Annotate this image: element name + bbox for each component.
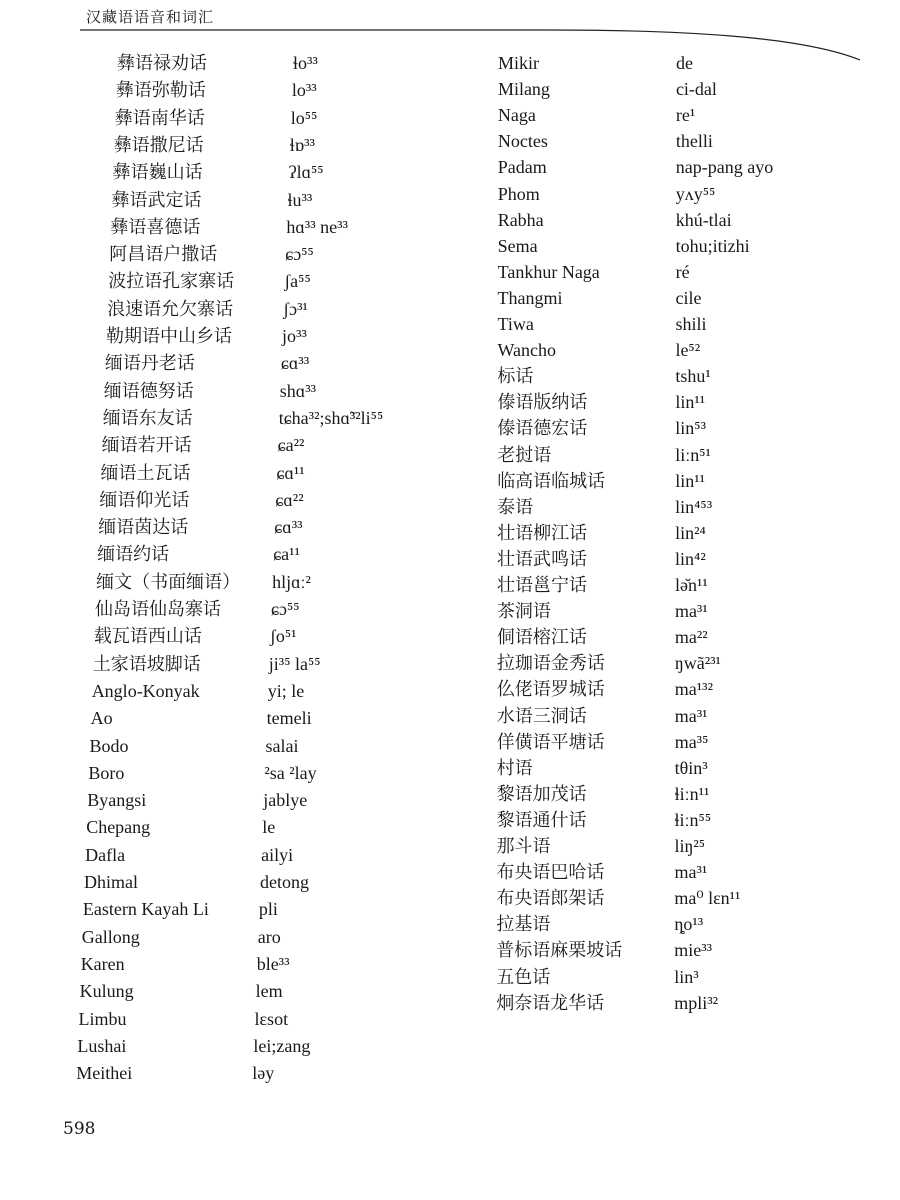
language-name: 彝语巍山话	[112, 162, 203, 183]
language-name: Sema	[497, 235, 538, 256]
word-form: detong	[260, 872, 309, 892]
word-form: tθin³	[674, 757, 708, 778]
word-form: lin³	[674, 966, 699, 987]
language-name: 仫佬语罗城话	[496, 679, 605, 700]
language-name: 普标语麻栗坡话	[496, 940, 623, 961]
word-form: ləy	[252, 1063, 275, 1084]
language-name: Anglo-Konyak	[91, 680, 200, 701]
word-form: ɕa²²	[277, 435, 305, 456]
word-form: salai	[265, 735, 299, 756]
language-name: 布央语郎架话	[496, 888, 605, 909]
word-form: ci-dal	[675, 79, 717, 100]
word-form: ʃo⁵¹	[269, 626, 297, 647]
language-name: 傣语版纳话	[497, 392, 588, 413]
language-name: 波拉语孔家寨话	[108, 271, 235, 292]
word-form: lɛsot	[254, 1008, 289, 1029]
word-form: ma¹³²	[674, 679, 713, 700]
language-name: Meithei	[76, 1063, 133, 1084]
language-name: 五色话	[496, 966, 551, 987]
word-form: lin⁴²	[675, 548, 706, 569]
language-name: 缅语丹老话	[104, 353, 195, 374]
word-form: ɕa¹¹	[273, 544, 300, 565]
word-form: de	[676, 53, 693, 73]
language-name: 村语	[496, 757, 533, 778]
word-form: ɬu³³	[287, 189, 313, 210]
word-form: ré	[675, 261, 690, 282]
language-name: 侗语榕江话	[496, 627, 587, 648]
word-form: le	[262, 817, 276, 838]
language-name: 壮语武鸣话	[497, 548, 588, 569]
word-form: lo⁵⁵	[290, 107, 318, 128]
word-form: re¹	[675, 105, 696, 126]
word-form: hljɑː²	[272, 571, 311, 592]
word-form: jo³³	[282, 326, 307, 346]
word-form: pli	[258, 899, 278, 920]
word-form: ɕɑ³³	[274, 517, 303, 538]
word-form: mie³³	[674, 940, 713, 961]
language-name: 彝语武定话	[111, 189, 202, 210]
language-name: 载瓦语西山话	[93, 626, 202, 647]
word-form: aro	[257, 926, 281, 947]
word-form: ɕɑ²²	[275, 489, 304, 510]
word-form: tshu¹	[675, 366, 711, 387]
language-name: Phom	[497, 183, 540, 204]
language-name: Kulung	[79, 981, 134, 1002]
word-form: yi; le	[267, 680, 305, 701]
language-name: 佯僙语平塘话	[496, 731, 605, 752]
language-name: 拉珈语金秀话	[496, 653, 605, 674]
language-name: Boro	[88, 762, 125, 783]
language-name: Chepang	[86, 817, 151, 838]
word-form: ble³³	[256, 953, 290, 974]
language-name: 老挝语	[497, 444, 552, 465]
word-form: shili	[675, 314, 707, 334]
word-form: thelli	[675, 131, 713, 152]
word-form: lin¹¹	[675, 470, 705, 491]
language-name: 缅语土瓦话	[100, 462, 191, 483]
language-name: 临高语临城话	[497, 470, 606, 491]
language-name: Eastern Kayah Li	[82, 899, 209, 920]
word-form: ma²²	[674, 627, 708, 648]
word-form: ɬiːn¹¹	[674, 783, 710, 804]
language-name: 彝语南华话	[114, 107, 205, 128]
word-form: ɕɑ³³	[280, 353, 310, 374]
word-form: le⁵²	[675, 340, 701, 361]
word-form: ma³¹	[674, 705, 708, 726]
word-form: ʃa⁵⁵	[284, 271, 311, 292]
language-name: 彝语撒尼话	[113, 134, 204, 155]
word-form: ɕɔ⁵⁵	[271, 599, 300, 619]
language-name: 缅语仰光话	[99, 489, 190, 510]
language-name: Wancho	[497, 340, 556, 361]
word-form: ailyi	[261, 844, 294, 865]
language-name: 那斗语	[496, 836, 551, 856]
word-form: lə̆n¹¹	[675, 575, 708, 595]
word-form: ɕɑ¹¹	[276, 462, 305, 483]
language-name: 阿昌语户撒话	[109, 244, 218, 265]
word-form: cile	[675, 287, 702, 308]
language-name: 壮语柳江话	[497, 522, 588, 543]
word-form: ma³⁵	[674, 731, 709, 752]
word-form: ɕɔ⁵⁵	[285, 244, 314, 265]
word-form: liŋ²⁵	[674, 836, 706, 856]
word-form: yʌy⁵⁵	[675, 183, 716, 204]
language-name: Tiwa	[497, 314, 534, 334]
word-form: ²sa ²lay	[264, 762, 317, 783]
language-name: 彝语禄劝话	[117, 53, 207, 73]
language-name: Karen	[80, 953, 125, 974]
word-form: ɬo³³	[293, 53, 318, 73]
language-name: 彝语喜德话	[110, 216, 201, 237]
language-name: 彝语弥勒话	[115, 80, 206, 101]
language-name: Ao	[90, 708, 113, 729]
language-name: 缅语东友话	[102, 407, 193, 428]
page-number: 598	[63, 1119, 96, 1139]
language-name: 缅语德努话	[103, 380, 194, 401]
language-name: 缅语约话	[97, 544, 170, 565]
word-form: lo³³	[291, 80, 317, 101]
word-form: lin⁵³	[675, 418, 706, 439]
language-name: Bodo	[89, 735, 129, 756]
word-form: lei;zang	[253, 1035, 311, 1056]
language-name: 黎语通什话	[496, 809, 587, 830]
word-form: ma⁰ lɛn¹¹	[674, 888, 741, 909]
language-name: Naga	[497, 105, 536, 126]
word-form: hɑ³³ ne³³	[286, 216, 348, 237]
language-name: 仙岛语仙岛寨话	[95, 599, 221, 619]
word-form: khú-tlai	[675, 209, 732, 230]
language-name: 缅语茵达话	[98, 517, 189, 538]
language-name: 茶洞语	[496, 601, 551, 622]
word-form: lin²⁴	[675, 522, 706, 543]
language-name: 勒期语中山乡话	[106, 326, 232, 346]
running-head: 汉藏语语音和词汇	[86, 8, 215, 26]
word-form: tɕha³²;shɑ̃³²li⁵⁵	[278, 407, 384, 428]
word-form: lin¹¹	[675, 392, 706, 413]
word-form: jablye	[263, 790, 308, 811]
language-name: Milang	[497, 79, 550, 100]
language-name: Rabha	[497, 209, 544, 230]
language-name: Padam	[497, 157, 547, 178]
language-name: Noctes	[497, 131, 548, 152]
word-form: ʃɔ³¹	[283, 298, 308, 319]
language-name: 泰语	[497, 496, 534, 517]
word-form: shɑ³³	[279, 380, 317, 401]
language-name: 土家语坡脚话	[92, 653, 201, 674]
language-name: 水语三洞话	[496, 705, 587, 726]
word-form: ji³⁵ la⁵⁵	[268, 653, 321, 674]
language-name: 浪速语允欠寨话	[107, 298, 234, 319]
language-name: 拉基语	[496, 914, 551, 935]
language-name: 黎语加茂话	[496, 783, 587, 804]
word-form: ma³¹	[674, 862, 708, 883]
word-form: liːn⁵¹	[675, 444, 711, 465]
language-name: Byangsi	[87, 790, 147, 811]
language-name: 布央语巴哈话	[496, 862, 605, 883]
word-form: ŋwã²³¹	[674, 653, 721, 674]
word-form: ɬɒ³³	[289, 134, 315, 155]
language-name: Dhimal	[84, 872, 138, 892]
word-form: tohu;itizhi	[675, 235, 750, 256]
language-name: Lushai	[77, 1035, 127, 1056]
word-form: ȵo¹³	[674, 914, 704, 935]
language-name: 缅语若开话	[101, 435, 192, 456]
language-name: Mikir	[498, 53, 540, 73]
language-name: Tankhur Naga	[497, 261, 600, 282]
language-name: Thangmi	[497, 287, 563, 308]
word-form: mpli³²	[674, 992, 718, 1013]
language-name: 缅文（书面缅语）	[96, 571, 241, 592]
word-form: ɬiːn⁵⁵	[674, 809, 712, 830]
word-form: lem	[255, 981, 283, 1002]
language-name: Dafla	[85, 844, 126, 865]
language-name: 傣语德宏话	[497, 418, 588, 439]
word-form: lin⁴⁵³	[675, 496, 713, 517]
language-name: 炯奈语龙华话	[496, 992, 605, 1013]
word-form: ʔlɑ⁵⁵	[288, 162, 324, 183]
word-form: ma³¹	[674, 601, 708, 622]
language-name: 标话	[497, 366, 534, 387]
language-name: 壮语邕宁话	[497, 575, 587, 595]
language-name: Gallong	[81, 926, 140, 947]
word-form: nap-pang ayo	[675, 157, 774, 178]
word-form: temeli	[266, 708, 312, 729]
language-name: Limbu	[78, 1008, 127, 1029]
